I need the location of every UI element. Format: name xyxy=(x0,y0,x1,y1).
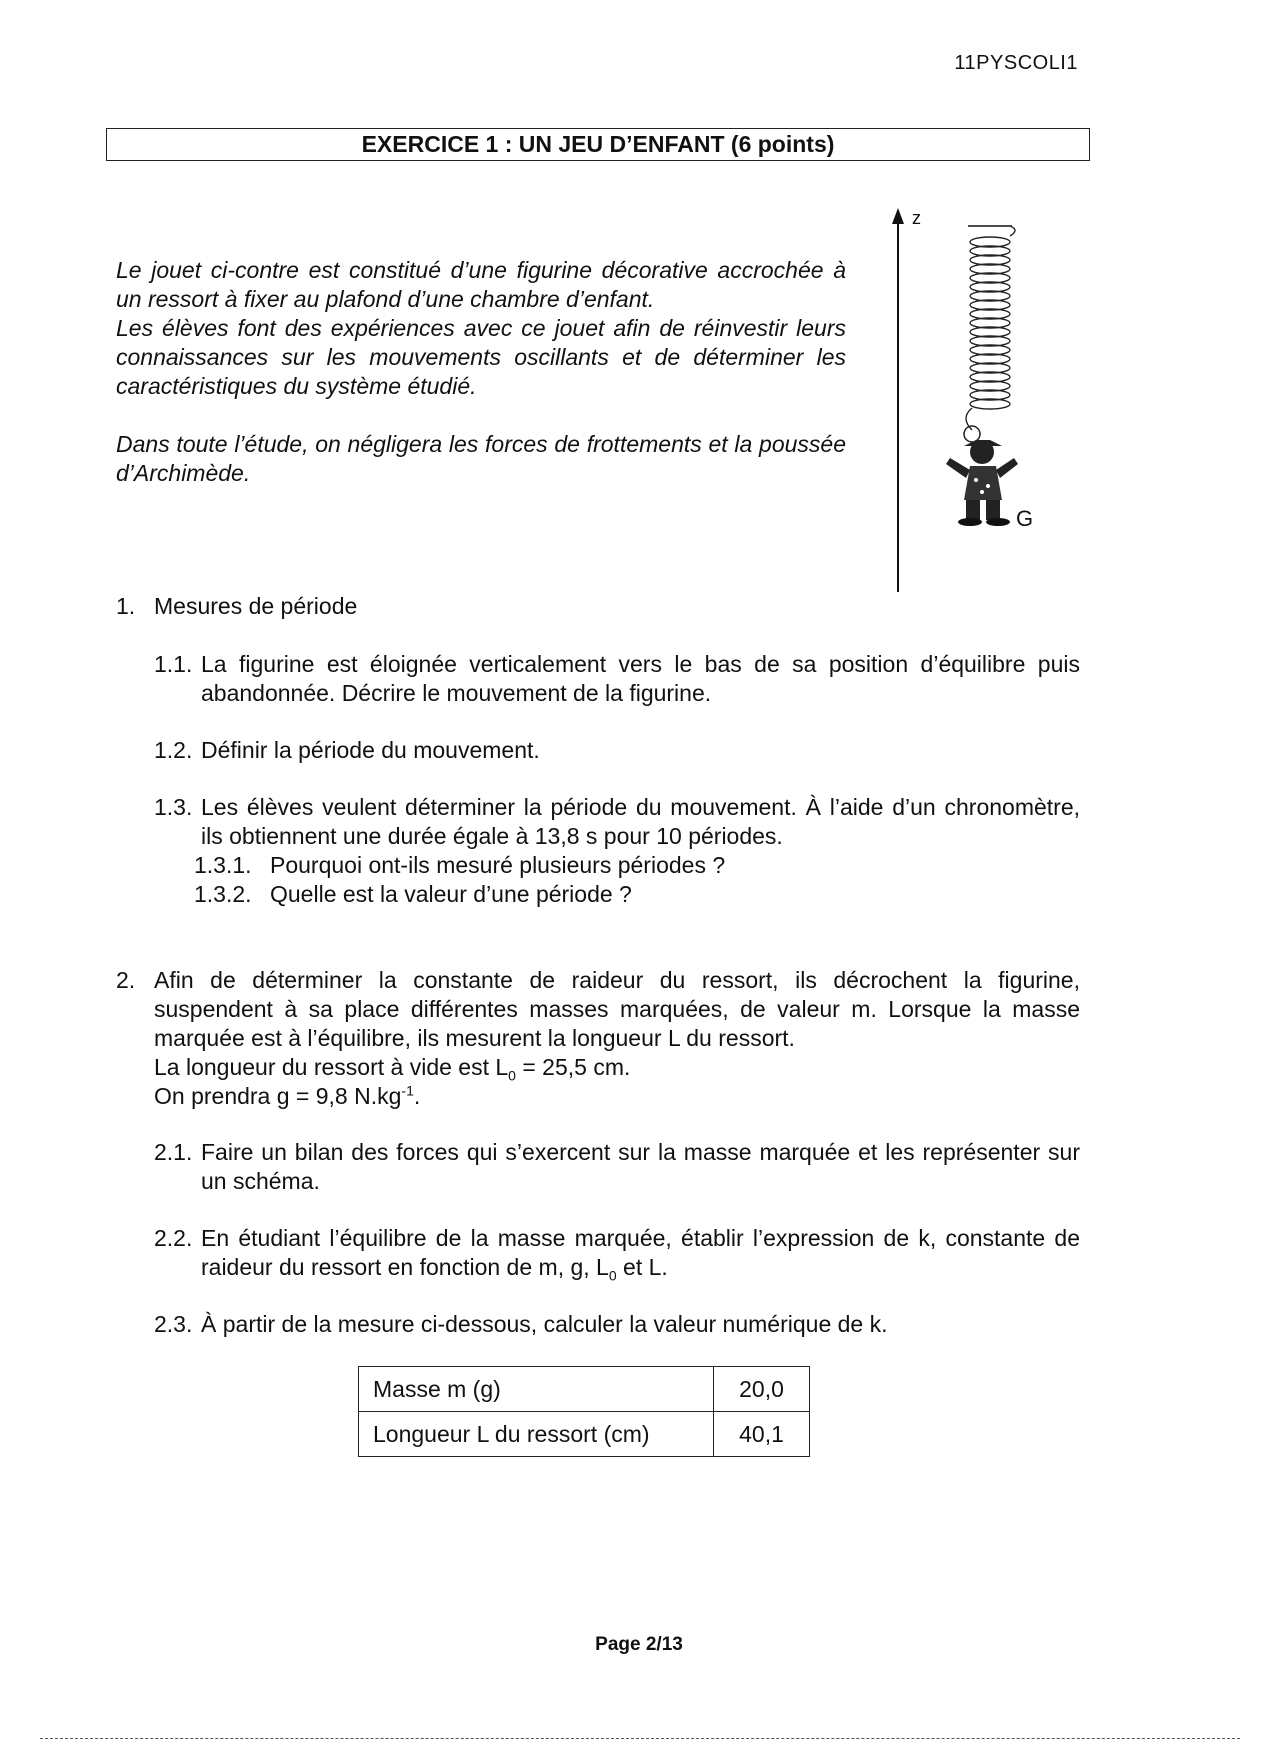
intro-paragraph-2: Les élèves font des expériences avec ce jouet afin de réinvestir leurs connaissances sur les mouvements oscillants et de déterminer les caractéristiques du système étudié. xyxy=(116,315,846,399)
question-1-1-text: La figurine est éloignée verticalement vers le bas de sa position d’équilibre puis abandonnée. Décrire le mouvement de la figurine. xyxy=(201,651,1080,706)
question-2-1-text: Faire un bilan des forces qui s’exercent sur la masse marquée et les représenter sur un schéma. xyxy=(201,1139,1080,1194)
question-1-3-1-text: Pourquoi ont-ils mesuré plusieurs périodes ? xyxy=(270,852,726,878)
section-1-title: Mesures de période xyxy=(154,593,358,619)
intro-paragraph-1: Le jouet ci-contre est constitué d’une figurine décorative accrochée à un ressort à fixer au plafond d’une chambre d’enfant. xyxy=(116,257,846,312)
measurement-table-wrapper xyxy=(358,1366,810,1457)
spring-toy-figure xyxy=(886,208,1046,604)
section-1-number: 1. xyxy=(116,593,136,619)
figurine-icon xyxy=(946,426,1018,526)
question-2-2-number: 2.2. xyxy=(154,1225,193,1251)
question-1-1-number: 1.1. xyxy=(154,651,193,677)
question-1-3-number: 1.3. xyxy=(154,794,193,820)
scan-artifact-divider xyxy=(40,1738,1240,1740)
question-1-1 xyxy=(116,650,1080,708)
table-cell-label: Longueur L du ressort (cm) xyxy=(359,1412,714,1457)
question-2-3-text: À partir de la mesure ci-dessous, calculer la valeur numérique de k. xyxy=(201,1311,888,1337)
rest-length-line: La longueur du ressort à vide est $L_0 = 25,5$ cm. xyxy=(154,1054,631,1084)
question-2-2 xyxy=(116,1224,1080,1282)
intro-paragraph-3: Dans toute l’étude, on négligera les forces de frottements et la poussée d’Archimède. xyxy=(116,431,846,486)
question-1-2 xyxy=(116,736,1080,765)
question-1-2-text: Définir la période du mouvement. xyxy=(201,737,540,763)
measurement-table xyxy=(358,1366,810,1457)
question-2-1-number: 2.1. xyxy=(154,1139,193,1165)
question-2-2-text: En étudiant l’équilibre de la masse marquée, établir l’expression de k, constante de raideur du ressort en fonction de m, g, $L_0$ et L. xyxy=(201,1225,1080,1284)
exercise-title: EXERCICE 1 : UN JEU D’ENFANT (6 points) xyxy=(106,128,1090,161)
question-1-2-number: 1.2. xyxy=(154,737,193,763)
question-1-3-1-number: 1.3.1. xyxy=(194,852,252,878)
section-2-text: Afin de déterminer la constante de raideur du ressort, ils décrochent la figurine, suspendent à sa place différentes masses marquées, de valeur m. Lorsque la masse marquée est à l’équilibre, ils mesurent la longueur L du ressort. xyxy=(154,967,1080,1051)
table-cell-value: 40,1 xyxy=(714,1412,810,1457)
gravity-line: On prendra g = 9,8 $N.kg^{-1}$. xyxy=(154,1082,421,1109)
question-1-3-2-text: Quelle est la valeur d’une période ? xyxy=(270,881,632,907)
question-1-3-text: Les élèves veulent déterminer la période du mouvement. À l’aide d’un chronomètre, ils obtiennent une durée égale à 13,8 s pour 10 périodes. xyxy=(201,794,1080,849)
z-axis-label: z xyxy=(912,208,921,228)
table-cell-label: Masse m (g) xyxy=(359,1367,714,1412)
question-1-3-1 xyxy=(116,851,1080,880)
section-2-number: 2. xyxy=(116,967,136,993)
question-1-3 xyxy=(116,793,1080,851)
question-1-3-2 xyxy=(116,880,1080,909)
z-axis-arrow-icon xyxy=(892,208,904,224)
question-2-3 xyxy=(116,1310,1080,1339)
table-row xyxy=(359,1367,810,1412)
intro-text xyxy=(116,256,846,488)
table-row xyxy=(359,1412,810,1457)
question-2-3-number: 2.3. xyxy=(154,1311,193,1337)
question-1-3-2-number: 1.3.2. xyxy=(194,881,252,907)
center-of-mass-label: G xyxy=(1016,506,1034,531)
page-number: Page 2/13 xyxy=(595,1634,683,1655)
question-2-1 xyxy=(116,1138,1080,1196)
document-code: 11PYSCOLI1 xyxy=(954,52,1078,74)
spring-icon xyxy=(966,226,1015,430)
section-2 xyxy=(116,966,1080,1111)
section-1-heading xyxy=(116,592,1080,621)
table-cell-value: 20,0 xyxy=(714,1367,810,1412)
